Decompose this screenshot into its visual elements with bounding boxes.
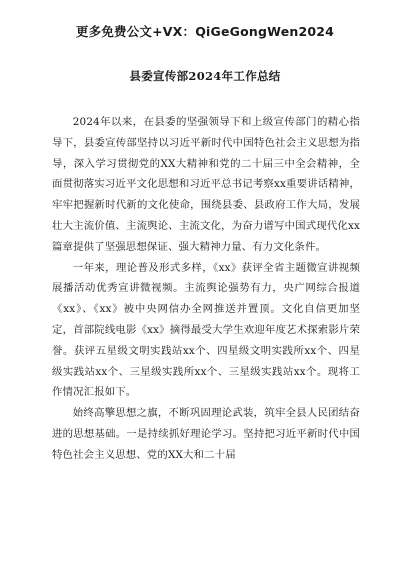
document-title: 县委宣传部2024年工作总结 [129, 69, 281, 83]
watermark-header: 更多免费公文+VX：QiGeGongWen2024 [75, 24, 335, 39]
paragraph-achievements: 一年来，理论普及形式多样，《xx》获评全省主题微宣讲视频展播活动优秀宣讲微视频。主流舆论强势有力，央广网综合报道《xx》、《xx》被中央网信办全网推送并置顶。文化自信更加坚定，首部院线电影《xx》摘得最受大学生欢迎年度艺术探索影片荣誉。获评五星级文明实践站xx个、四星级文明实践所xx个、四星级实践站xx个、三星级实践所xx个、三星级实践站xx个。现将工作情况汇报如下。 [52, 261, 360, 399]
paragraph-theory: 始终高擎思想之旗，不断巩固理论武装，筑牢全县人民团结奋进的思想基础。一是持续抓好理论学习。坚持把习近平新时代中国特色社会主义思想、党的XX大和二十届 [52, 407, 360, 461]
paragraph-intro: 2024年以来，在县委的坚强领导下和上级宣传部门的精心指导下，县委宣传部坚持以习近平新时代中国特色社会主义思想为指导，深入学习贯彻党的XX大精神和党的二十届三中全会精神，全面贯彻落实习近平文化思想和习近平总书记考察xx重要讲话精神，牢牢把握新时代新的文化使命，围绕县委、县政府工作大局，发展壮大主流价值、主流舆论、主流文化，为奋力谱写中国式现代化xx篇章提供了坚强思想保证、强大精神力量、有力文化条件。 [52, 116, 360, 253]
document-body [52, 112, 360, 466]
